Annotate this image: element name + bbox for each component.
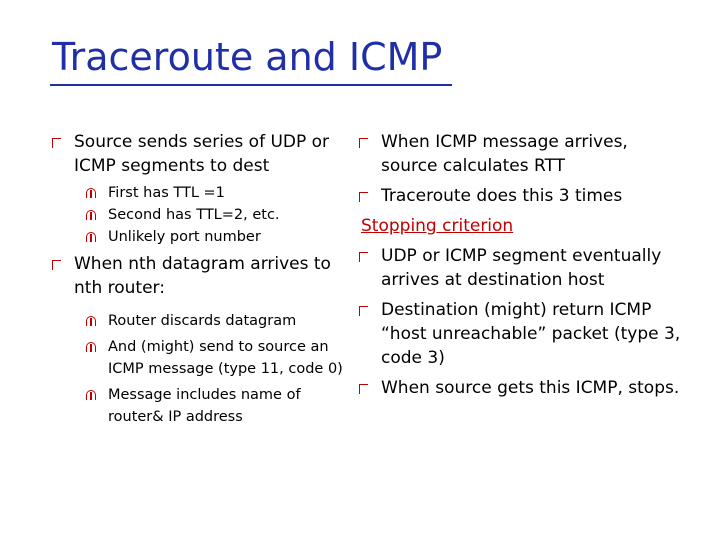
sub-bullet-item — [48, 310, 348, 332]
sub-bullet-text: Unlikely port number — [108, 229, 261, 245]
slide-title: Traceroute and ICMP — [52, 35, 443, 79]
sub-bullet-text: Second has TTL=2, etc. — [108, 207, 280, 223]
sub-bullet-icon — [86, 231, 96, 245]
bullet-text: Destination (might) return ICMP “host unreachable” packet (type 3, code 3) — [381, 300, 681, 368]
bullet-text: When ICMP message arrives, source calculates RTT — [381, 132, 628, 176]
sub-bullet-text: Router discards datagram — [108, 313, 297, 329]
bullet-item — [48, 252, 348, 300]
right-column — [355, 130, 685, 400]
bullet-icon — [359, 252, 368, 262]
sub-bullet-text: Message includes name of router& IP address — [108, 387, 301, 425]
sub-bullet-icon — [86, 209, 96, 223]
sub-bullet-item — [48, 384, 348, 428]
bullet-item — [355, 298, 685, 370]
sub-bullet-item — [48, 336, 348, 380]
bullet-icon — [359, 192, 368, 202]
bullet-icon — [52, 138, 61, 148]
sub-bullet-text: First has TTL =1 — [108, 185, 225, 201]
sub-bullet-icon — [86, 341, 96, 355]
bullet-icon — [359, 384, 368, 394]
left-column — [48, 130, 348, 428]
bullet-icon — [52, 260, 61, 270]
bullet-text: When nth datagram arrives to nth router: — [74, 254, 331, 298]
bullet-item — [355, 376, 685, 400]
sub-bullet-item — [48, 182, 348, 204]
bullet-icon — [359, 138, 368, 148]
sub-bullet-item — [48, 204, 348, 226]
stopping-criterion-heading: Stopping criterion — [361, 216, 514, 236]
bullet-text: UDP or ICMP segment eventually arrives at destination host — [381, 246, 662, 290]
bullet-text: Source sends series of UDP or ICMP segments to dest — [74, 132, 330, 176]
bullet-text: Traceroute does this 3 times — [381, 186, 623, 206]
sub-bullet-text: And (might) send to source an ICMP message (type 11, code 0) — [108, 339, 343, 377]
bullet-item — [355, 184, 685, 208]
sub-bullet-item — [48, 226, 348, 248]
bullet-item — [48, 130, 348, 178]
sub-bullet-icon — [86, 389, 96, 403]
sub-bullet-icon — [86, 315, 96, 329]
title-underline — [50, 84, 452, 86]
bullet-item — [355, 130, 685, 178]
sub-bullet-icon — [86, 187, 96, 201]
bullet-icon — [359, 306, 368, 316]
bullet-item — [355, 244, 685, 292]
bullet-text: When source gets this ICMP, stops. — [381, 378, 680, 398]
